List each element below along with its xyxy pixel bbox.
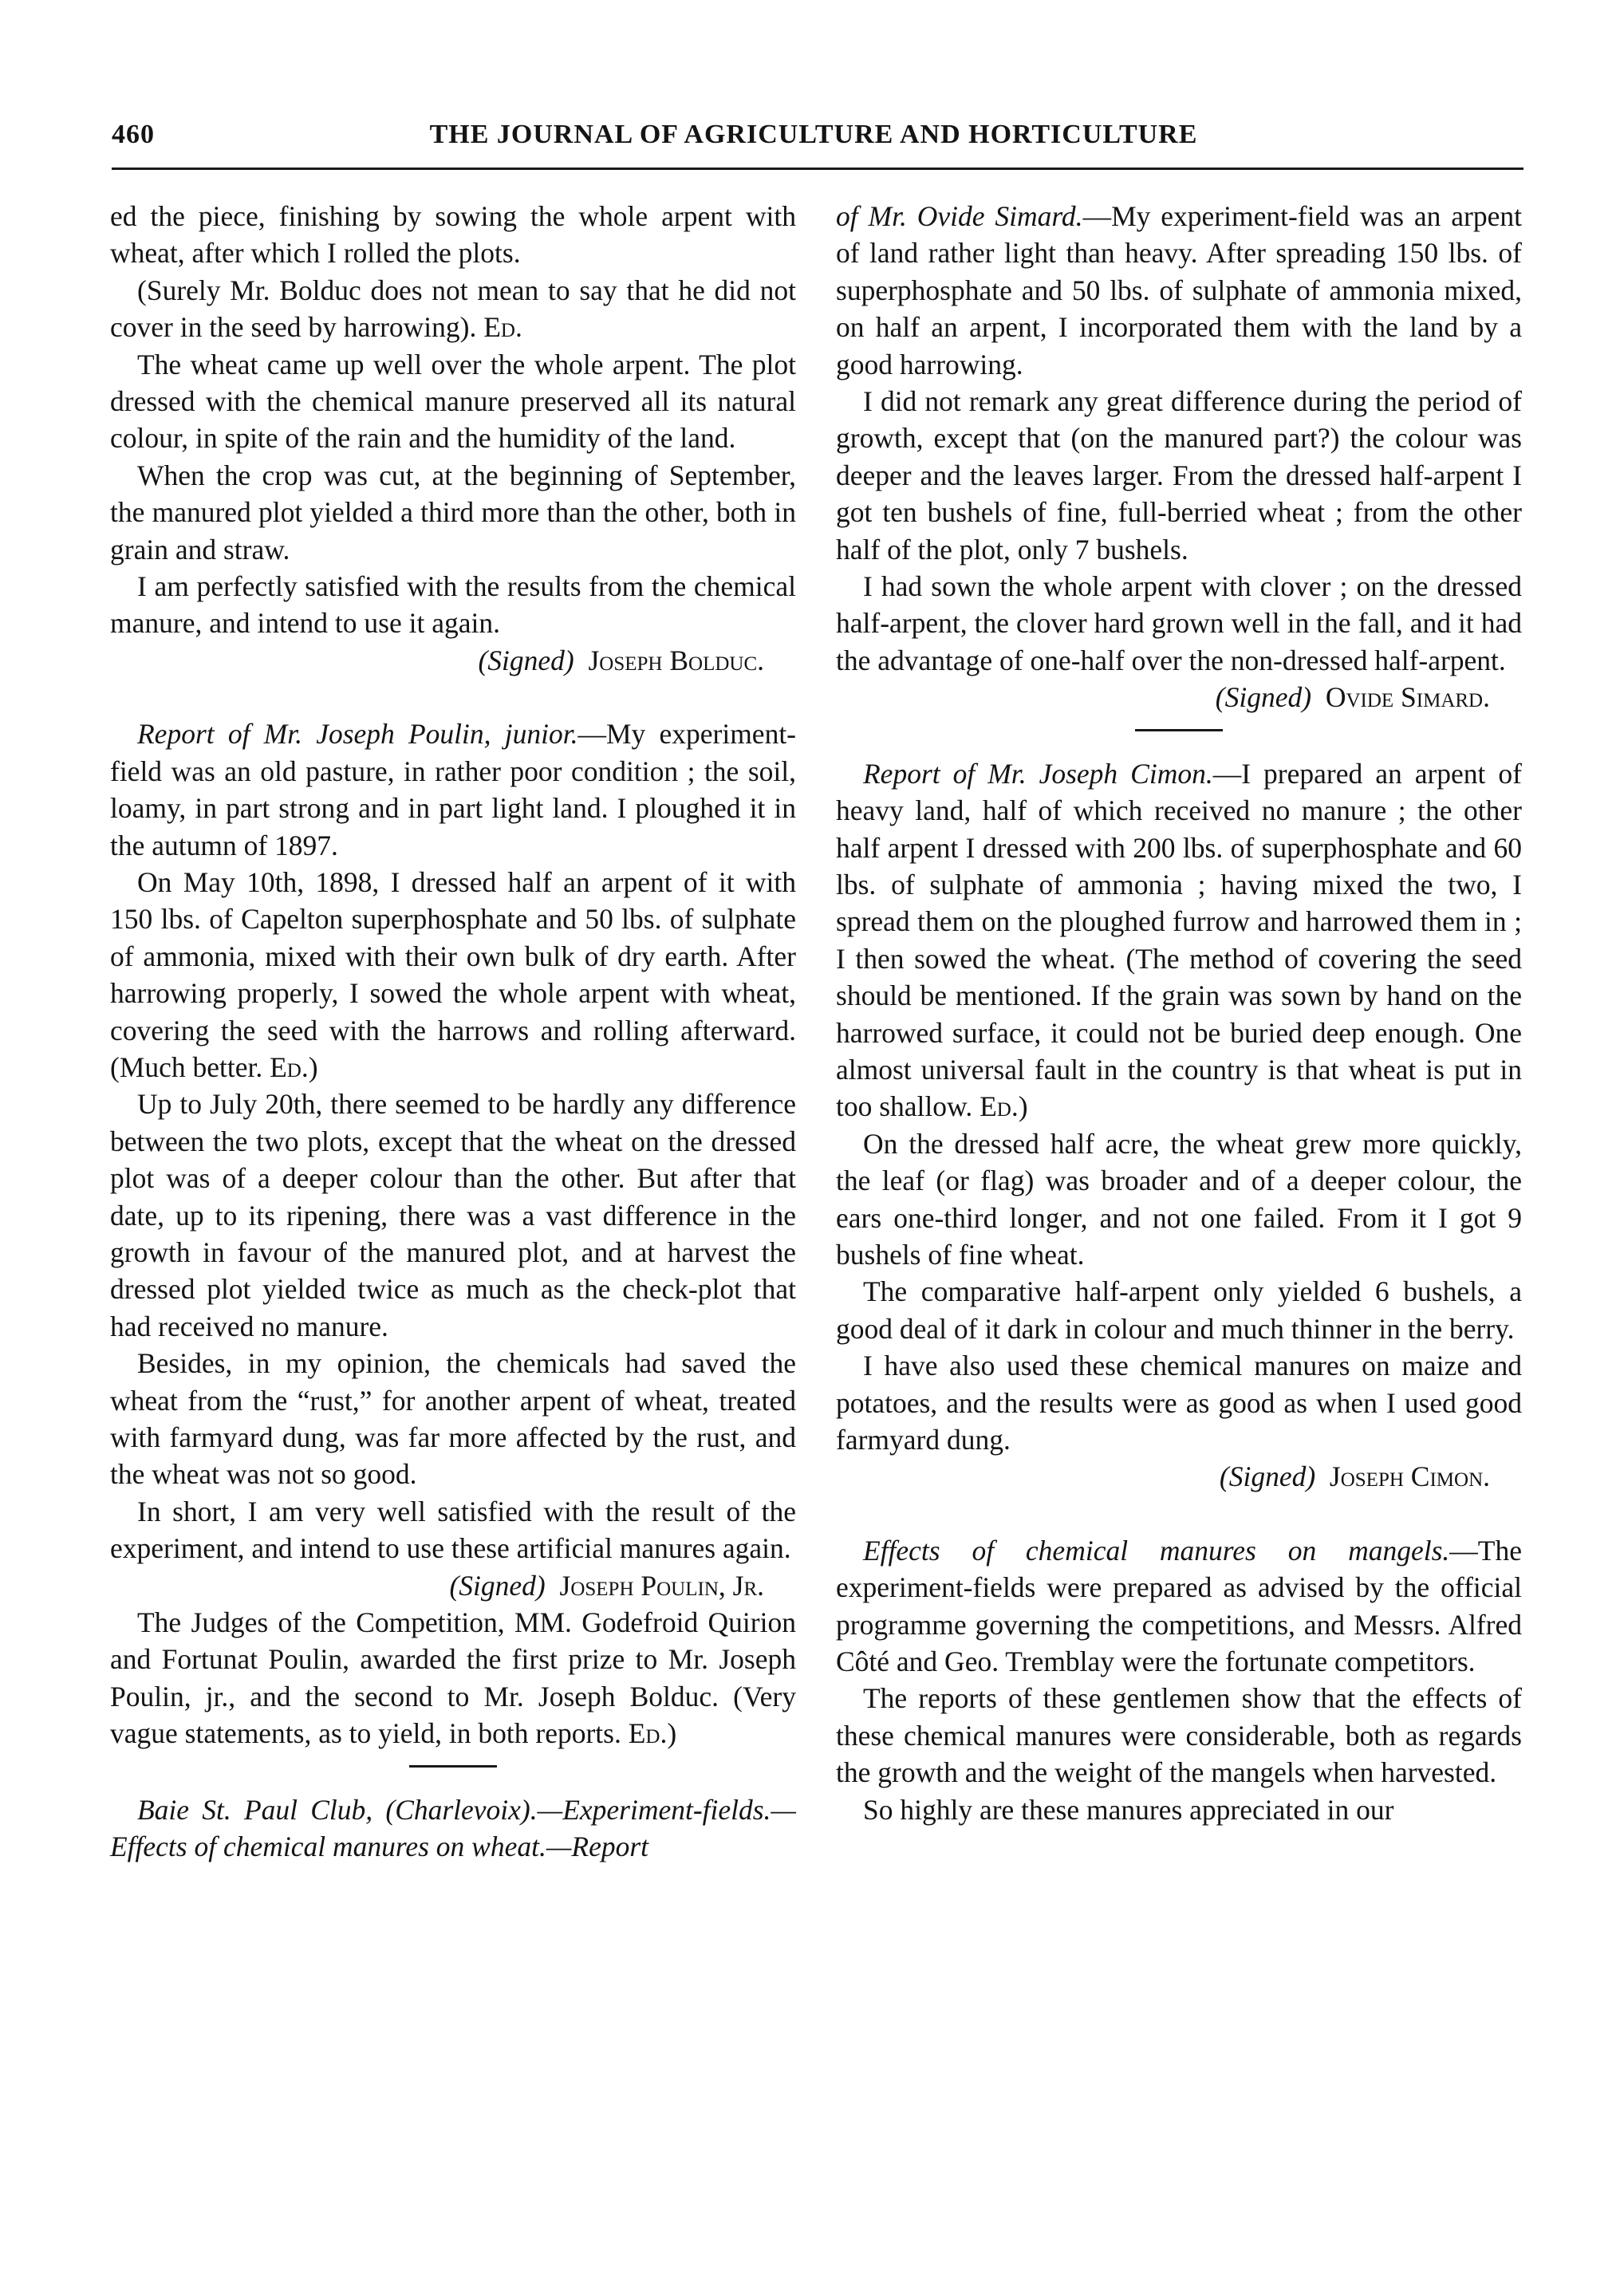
paragraph-text: —The experiment-fields were prepared as advised by the official programme governing the competitions, and Messrs. Alfred Côté and Geo. Tremblay were the fortunate competitors. xyxy=(836,1534,1522,1678)
paragraph xyxy=(836,1532,1522,1681)
editor-note: Ed.) xyxy=(980,1090,1028,1123)
paragraph xyxy=(110,568,796,642)
paragraph-text: The Judges of the Competition, MM. Godefroid Quirion and Fortunat Poulin, awarded the first prize to Mr. Joseph Poulin, jr., and the second to Mr. Joseph Bolduc. (Very vague statements, as to yield, in both reports. xyxy=(110,1606,796,1750)
editor-note: Ed. xyxy=(483,311,522,344)
section-rule xyxy=(409,1765,497,1768)
paragraph-text: When the crop was cut, at the beginning of September, the manured plot yielded a third more than the other, both in grain and straw. xyxy=(110,459,796,566)
report-title: Effects of chemical manures on mangels. xyxy=(863,1534,1450,1567)
signature-name: Joseph Bolduc. xyxy=(588,644,764,676)
paragraph xyxy=(110,1493,796,1567)
paragraph-text: The wheat came up well over the whole arpent. The plot dressed with the chemical manure preserved all its natural colour, in spite of the rain and the humidity of the land. xyxy=(110,348,796,455)
signature-label: (Signed) xyxy=(1215,681,1312,714)
paragraph xyxy=(110,1345,796,1493)
paragraph xyxy=(110,198,796,272)
signature xyxy=(110,642,796,679)
paragraph xyxy=(836,383,1522,568)
paragraph xyxy=(110,864,796,1086)
header-rule xyxy=(112,168,1523,170)
signature-name: Joseph Poulin, Jr. xyxy=(559,1569,764,1602)
signature-label: (Signed) xyxy=(1219,1460,1316,1493)
paragraph-text: ed the piece, finishing by sowing the whole arpent with wheat, after which I rolled the plots. xyxy=(110,200,796,270)
paragraph-text: So highly are these manures appreciated in our xyxy=(863,1793,1394,1826)
paragraph-text: (Surely Mr. Bolduc does not mean to say that he did not cover in the seed by harrowing). xyxy=(110,274,796,344)
signature-name: Joseph Cimon. xyxy=(1329,1460,1490,1493)
editor-note: Ed.) xyxy=(270,1050,318,1083)
paragraph xyxy=(836,1791,1522,1828)
paragraph xyxy=(836,755,1522,1125)
signature-label: (Signed) xyxy=(449,1569,546,1602)
paragraph xyxy=(110,272,796,346)
paragraph-text: —My experiment-field was an old pasture, in rather poor condition ; the soil, loamy, in part strong and in part light land. I ploughed it in the autumn of 1897. xyxy=(110,718,796,861)
signature xyxy=(836,1458,1522,1495)
page-number: 460 xyxy=(112,120,155,149)
signature-label: (Signed) xyxy=(478,644,574,676)
editor-note: Ed.) xyxy=(628,1717,677,1750)
paragraph xyxy=(836,198,1522,383)
paragraph xyxy=(110,1086,796,1345)
section-gap xyxy=(836,1496,1522,1532)
report-title: Report of Mr. Joseph Poulin, junior. xyxy=(137,718,578,751)
signature-name: Ovide Simard. xyxy=(1325,681,1490,714)
paragraph-text: I have also used these chemical manures on maize and potatoes, and the results were as good as when I used good farmyard dung. xyxy=(836,1350,1522,1456)
signature xyxy=(836,679,1522,715)
paragraph-text: On May 10th, 1898, I dressed half an arpent of it with 150 lbs. of Capelton superphosphate and 50 lbs. of sulphate of ammonia, mixed with their own bulk of dry earth. After harrowing properly, I sowed the whole arpent with wheat, covering the seed with the harrows and rolling afterward. xyxy=(110,865,796,1046)
paragraph-text: I had sown the whole arpent with clover ; on the dressed half-arpent, the clover hard grown well in the fall, and it had the advantage of one-half over the non-dressed half-arpent. xyxy=(836,570,1522,676)
paragraph xyxy=(836,1680,1522,1791)
paragraph-text: The reports of these gentlemen show that the effects of these chemical manures were considerable, both as regards the growth and the weight of the mangels when harvested. xyxy=(836,1682,1522,1789)
paragraph xyxy=(836,1273,1522,1347)
paragraph xyxy=(836,1347,1522,1458)
paragraph xyxy=(836,1125,1522,1274)
running-head xyxy=(112,120,1516,164)
paragraph-text: I am perfectly satisfied with the results from the chemical manure, and intend to use it again. xyxy=(110,570,796,640)
paragraph xyxy=(110,457,796,568)
section-gap xyxy=(110,679,796,715)
journal-title: THE JOURNAL OF AGRICULTURE AND HORTICULTURE xyxy=(429,120,1198,149)
signature xyxy=(110,1567,796,1604)
paragraph-text: The comparative half-arpent only yielded 6 bushels, a good deal of it dark in colour and much thinner in the berry. xyxy=(836,1275,1522,1345)
paragraph-text: I did not remark any great difference during the period of growth, except that (on the manured part?) the colour was deeper and the leaves larger. From the dressed half-arpent I got ten bushels of fine, full-berried wheat ; from the other half of the plot, only 7 bushels. xyxy=(836,385,1522,566)
paragraph xyxy=(110,715,796,864)
paragraph xyxy=(836,568,1522,679)
right-column xyxy=(836,198,1522,1828)
paragraph-note: (Much better. xyxy=(110,1050,263,1083)
paragraph-text: —My experiment-field was an arpent of land rather light than heavy. After spreading 150 lbs. of superphosphate and 50 lbs. of sulphate of ammonia mixed, on half an arpent, I incorporated them with the land by a good harrowing. xyxy=(836,200,1522,380)
paragraph-text: On the dressed half acre, the wheat grew more quickly, the leaf (or flag) was broader and of a deeper colour, the ears one-third longer, and not one failed. From it I got 9 bushels of fine wheat. xyxy=(836,1127,1522,1271)
report-title: of Mr. Ovide Simard. xyxy=(836,200,1083,232)
section-rule xyxy=(1135,729,1223,731)
paragraph-text: In short, I am very well satisfied with the result of the experiment, and intend to use these artificial manures again. xyxy=(110,1495,796,1565)
left-column xyxy=(110,198,796,1865)
paragraph xyxy=(110,1791,796,1866)
paragraph xyxy=(110,1604,796,1752)
paragraph-text: —I prepared an arpent of heavy land, half of which received no manure ; the other half arpent I dressed with 200 lbs. of superphosphate and 60 lbs. of sulphate of ammonia ; having mixed the two, I spread them on the ploughed furrow and harrowed them in ; I then sowed the wheat. (The method of covering the seed should be mentioned. If the grain was sown by hand on the harrowed surface, it could not be buried deep enough. One almost universal fault in the country is that wheat is put in too shallow. xyxy=(836,757,1522,1123)
paragraph-text: Up to July 20th, there seemed to be hardly any difference between the two plots, except that the wheat on the dressed plot was of a deeper colour than the other. But after that date, up to its ripening, there was a vast difference in the growth in favour of the manured plot, and at harvest the dressed plot yielded twice as much as the check-plot that had received no manure. xyxy=(110,1088,796,1342)
report-title: Baie St. Paul Club, (Charlevoix).—Experiment-fields.—Effects of chemical manures on wheat.—Report xyxy=(110,1793,796,1863)
report-title: Report of Mr. Joseph Cimon. xyxy=(863,757,1213,790)
paragraph xyxy=(110,346,796,457)
paragraph-text: Besides, in my opinion, the chemicals had saved the wheat from the “rust,” for another arpent of wheat, treated with farmyard dung, was far more affected by the rust, and the wheat was not so good. xyxy=(110,1347,796,1491)
